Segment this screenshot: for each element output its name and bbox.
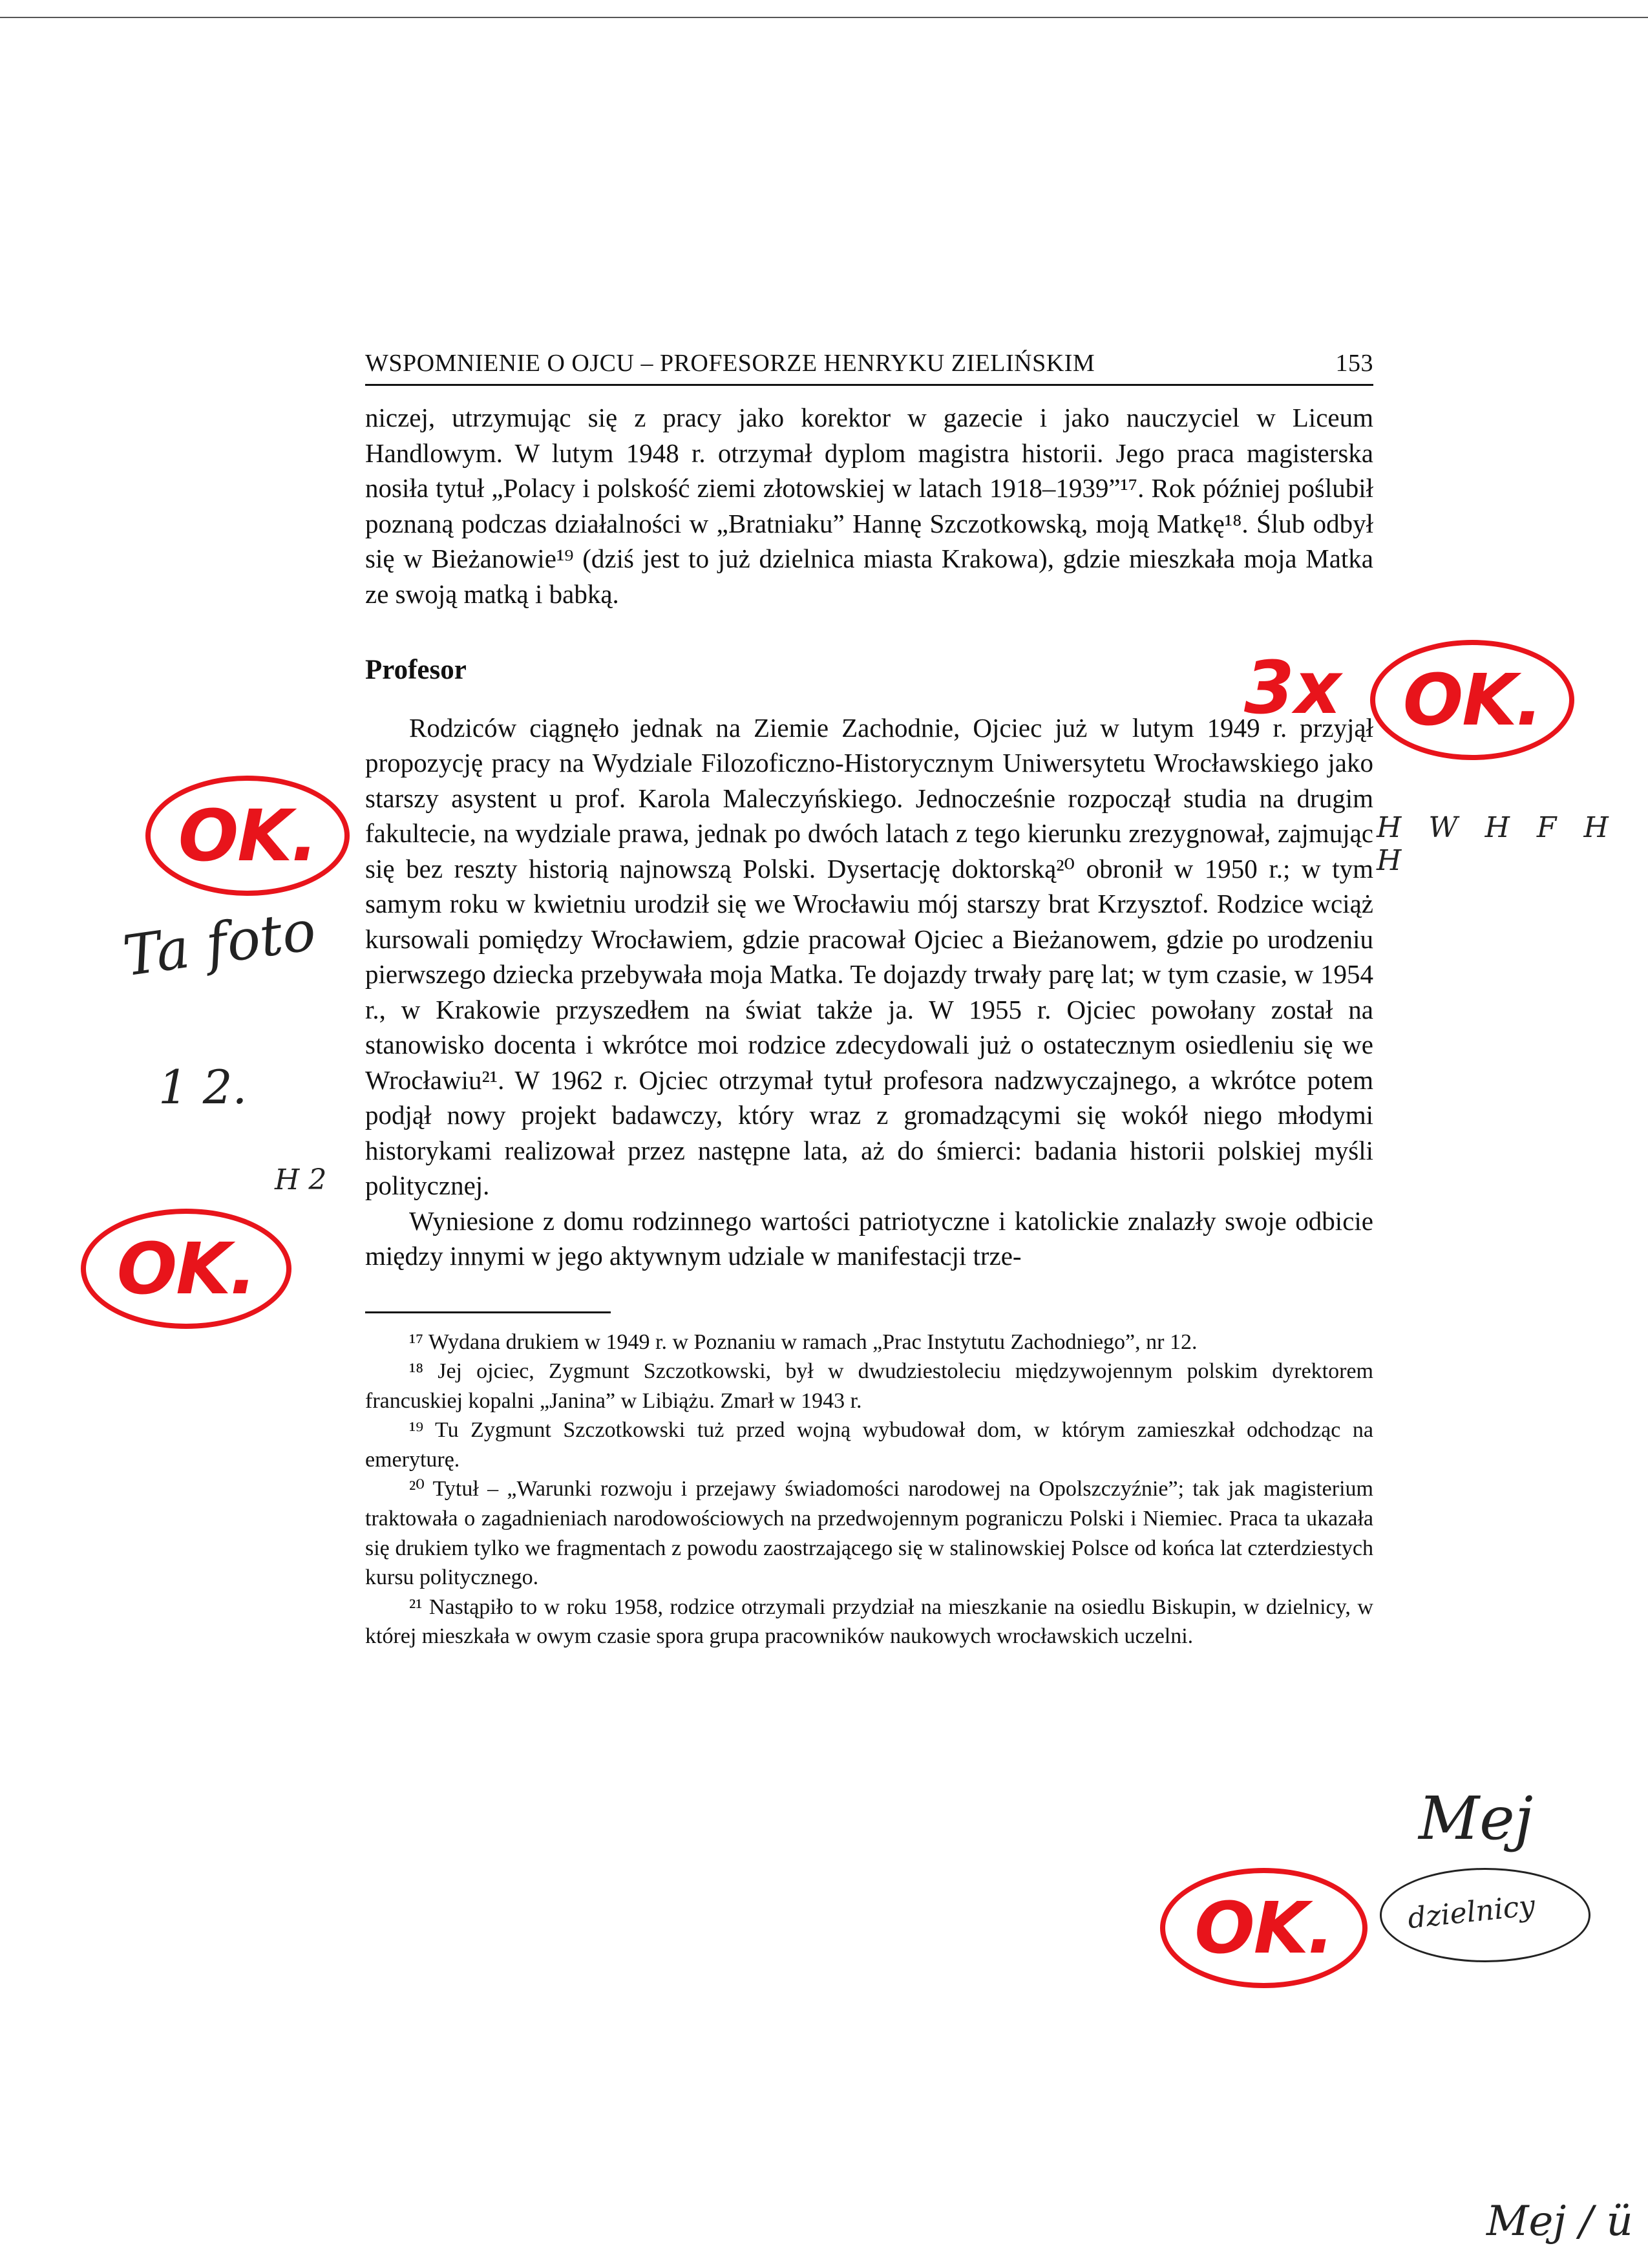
ok-stamp-top-right	[1370, 640, 1574, 760]
footnote-21: ²¹ Nastąpiło to w roku 1958, rodzice otrzymali przydział na mieszkanie na osiedlu Biskupin, w dzielnicy, w której mieszkała w owym czasie spora grupa pracowników naukowych wrocławskich uczelni.	[365, 1595, 1373, 1649]
running-head	[365, 349, 1373, 386]
ok-stamp-text: OK.	[1194, 1887, 1333, 1969]
handwritten-h2: H 2	[275, 1163, 327, 1196]
ok-stamp-text: OK.	[1402, 659, 1542, 741]
handwritten-bubble	[1380, 1868, 1590, 1962]
handwritten-mej: Mej	[1419, 1784, 1534, 1853]
footnote-18: ¹⁸ Jej ojciec, Zygmunt Szczotkowski, był w dwudziestoleciu międzywojennym polskim dyrektorem francuskiej kopalni „Janina” w Libiążu. Zmarł w 1943 r.	[365, 1359, 1373, 1413]
running-title: WSPOMNIENIE O OJCU – PROFESORZE HENRYKU ZIELIŃSKIM	[365, 350, 1095, 377]
footnote-17: ¹⁷ Wydana drukiem w 1949 r. w Poznaniu w ramach „Prac Instytutu Zachodniego”, nr 12.	[409, 1330, 1198, 1354]
ok-stamp-bottom	[1160, 1868, 1368, 1988]
page-number: 153	[1335, 350, 1373, 377]
handwritten-dzielnicy: dzielnicy	[1406, 1889, 1537, 1936]
scan-edge-line	[0, 17, 1648, 18]
paragraph-2: Rodziców ciągnęło jednak na Ziemie Zachodnie, Ojciec już w lutym 1949 r. przyjął propozycję pracy na Wydziale Filozoficzno-Historycznym Uniwersytetu Wrocławskiego jako starszy asystent u prof. Karola Maleczyńskiego. Jednocześnie rozpoczął studia na drugim fakultecie, na wydziale prawa, jednak po dwóch latach z tego kierunku zrezygnował, zajmując się bez reszty historią najnowszą Polski. Dysertację doktorską²⁰ obronił w 1950 r.; w tym samym roku w kwietniu urodził się we Wrocławiu mój starszy brat Krzysztof. Rodzice wciąż kursowali pomiędzy Wrocławiem, gdzie pracował Ojciec a Bieżanowem, gdzie po urodzeniu pierwszego dziecka przebywała moja Matka. Te dojazdy trwały parę lat; w tym czasie, w 1954 r., w Krakowie przyszedłem na świat także ja. W 1955 r. Ojciec powołany został na stanowisko docenta i wkrótce moi rodzice zdecydowali już o ostatecznym osiedleniu się we Wrocławiu²¹. W 1962 r. Ojciec otrzymał tytuł profesora nadzwyczajnego, a wkrótce potem podjął nowy projekt badawczy, który wraz z gromadzącymi się wokół niego młodymi historykami realizował przez następne lata, aż do śmierci: badania historii polskiej myśli politycznej.	[365, 712, 1373, 1200]
handwritten-letters: H W H F H H	[1377, 811, 1618, 877]
paragraph-3: Wyniesione z domu rodzinnego wartości patriotyczne i katolickie znalazły swoje odbicie między innymi w jego aktywnym udziale w manifestacji trze-	[365, 1205, 1373, 1271]
section-title: Profesor	[365, 655, 467, 685]
handwritten-foto-note: Ta foto	[119, 898, 320, 990]
stamp-prefix-3x: 3x	[1244, 646, 1342, 730]
paragraph-1: niczej, utrzymując się z pracy jako korektor w gazecie i jako nauczyciel w Liceum Handlowym. W lutym 1948 r. otrzymał dyplom magistra historii. Jego praca magisterska nosiła tytuł „Polacy i polskość ziemi złotowskiej w latach 1918–1939”¹⁷. Rok później poślubił poznaną podczas działalności w „Bratniaku” Hannę Szczotkowską, moją Matkę¹⁸. Ślub odbył się w Bieżanowie¹⁹ (dziś jest to już dzielnica miasta Krakowa), gdzie mieszkała moja Matka ze swoją matką i babką.	[365, 403, 1373, 609]
ok-stamp-left-upper	[145, 776, 350, 896]
footnote-19: ¹⁹ Tu Zygmunt Szczotkowski tuż przed wojną wybudował dom, w którym zamieszkał odchodząc na emeryturę.	[365, 1418, 1373, 1472]
ok-stamp-text: OK.	[116, 1227, 256, 1310]
ok-stamp-left-lower	[81, 1209, 291, 1329]
footnote-rule	[365, 1311, 611, 1313]
body-text	[365, 400, 1373, 1274]
footnote-20: ²⁰ Tytuł – „Warunki rozwoju i przejawy świadomości narodowej na Opolszczyźnie”; tak jak magisterium traktowała o zagadnieniach narodowościowych na przedwojennym pograniczu Polski i Niemiec. Praca ta ukazała się drukiem tylko we fragmentach z powodu zaostrzającego się w stalinowskiej Polsce od końca lat czterdziestych kursu politycznego.	[365, 1477, 1373, 1590]
handwritten-corner: Mej / ü	[1486, 2198, 1633, 2245]
handwritten-number: 1 2.	[158, 1060, 248, 1114]
document-page	[365, 349, 1373, 1651]
ok-stamp-text: OK.	[178, 794, 317, 877]
footnotes	[365, 1328, 1373, 1652]
